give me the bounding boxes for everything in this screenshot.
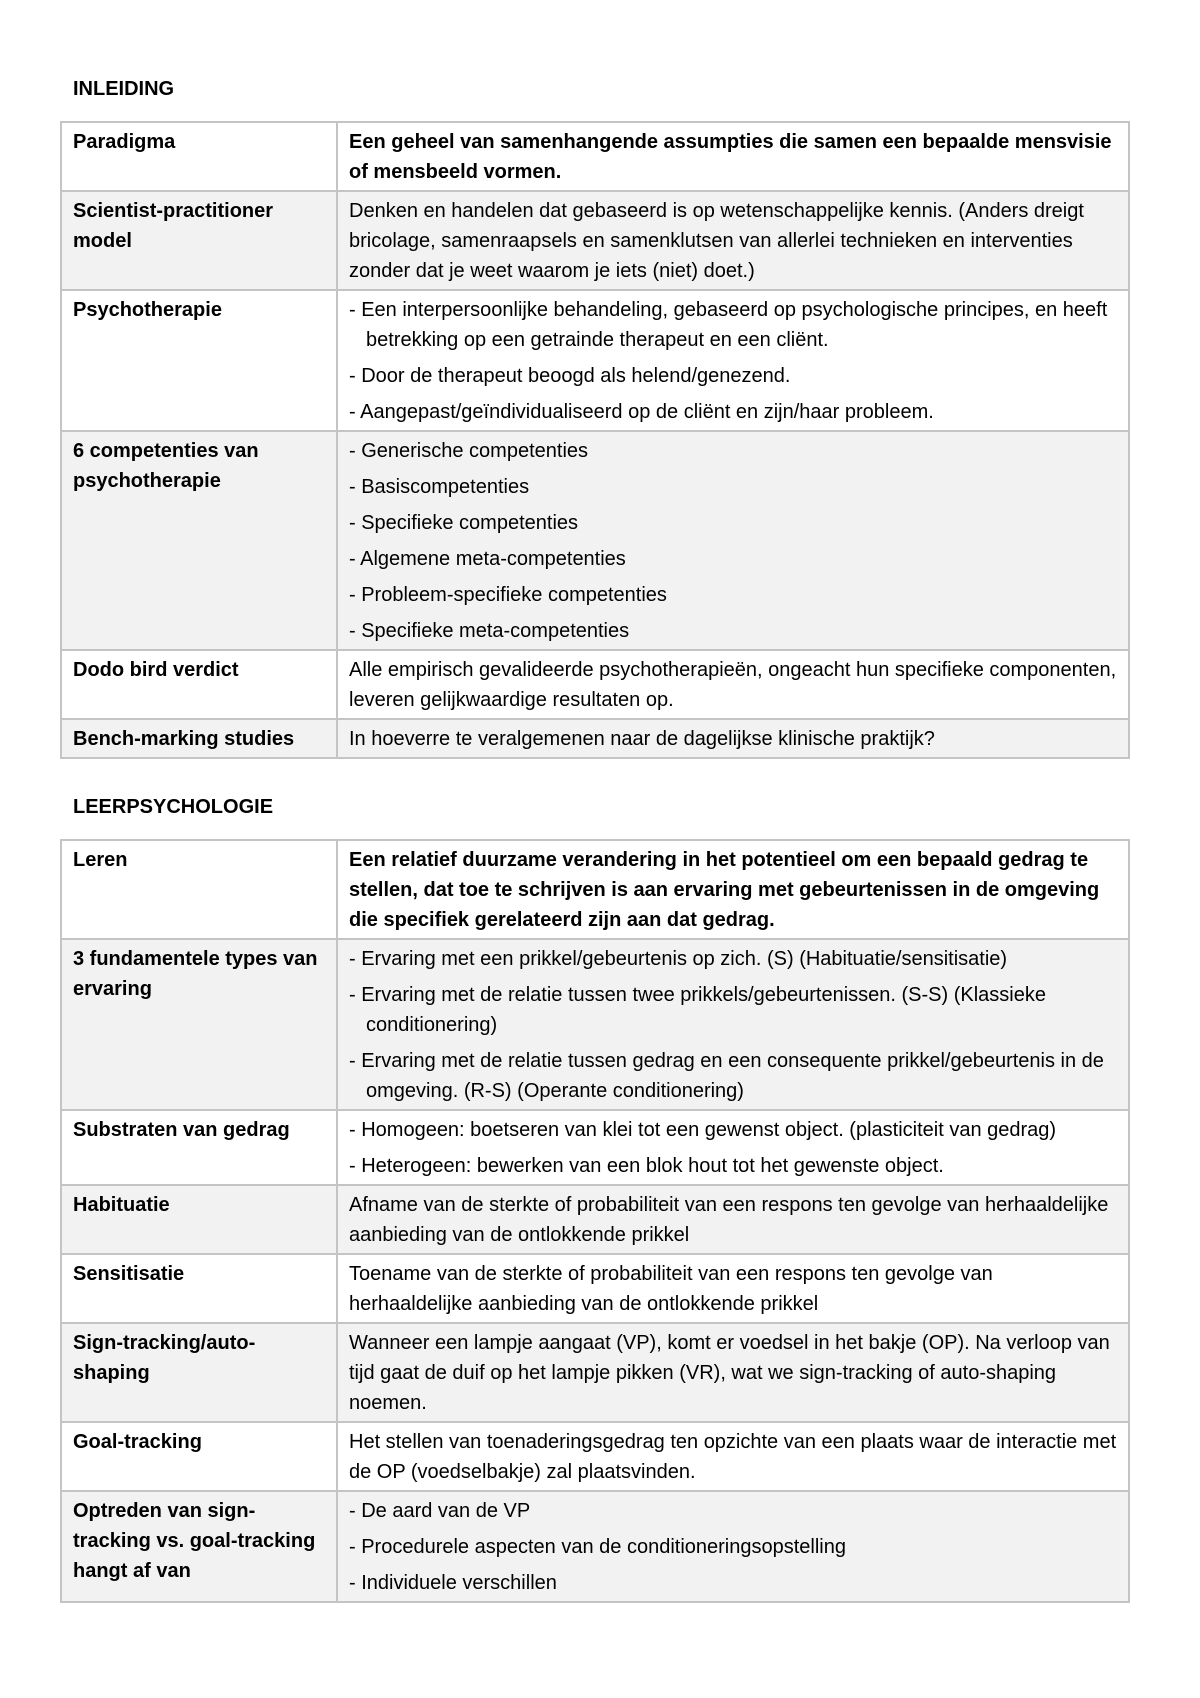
term-cell: 6 competenties van psychotherapie — [61, 431, 337, 650]
bullet-item: - Individuele verschillen — [349, 1572, 557, 1594]
glossary-row — [61, 1491, 1129, 1602]
term-cell: Substraten van gedrag — [61, 1110, 337, 1185]
definition-cell: In hoeverre te veralgemenen naar de dagelijkse klinische praktijk? — [337, 719, 1129, 758]
glossary-row — [61, 939, 1129, 1110]
definition-cell: Het stellen van toenaderingsgedrag ten opzichte van een plaats waar de interactie met de OP (voedselbakje) zal plaatsvinden. — [337, 1422, 1129, 1491]
bullet-item: - Probleem-specifieke competenties — [349, 584, 667, 606]
bullet-item: - Specifieke meta-competenties — [349, 620, 630, 642]
term-cell: Paradigma — [61, 122, 337, 191]
glossary-row — [61, 1323, 1129, 1422]
definition-cell: Wanneer een lampje aangaat (VP), komt er voedsel in het bakje (OP). Na verloop van tijd gaat de duif op het lampje pikken (VR), wat we sign-tracking of auto-shaping noemen. — [337, 1323, 1129, 1422]
bullet-item: - Ervaring met een prikkel/gebeurtenis op zich. (S) (Habituatie/sensitisatie) — [349, 948, 1008, 970]
glossary-row — [61, 840, 1129, 939]
bullet-item: - Basiscompetenties — [349, 476, 530, 498]
term-cell: Bench-marking studies — [61, 719, 337, 758]
definition-cell — [337, 1491, 1129, 1602]
definition-cell: Denken en handelen dat gebaseerd is op wetenschappelijke kennis. (Anders dreigt bricolage, samenraapsels en samenklutsen van allerlei technieken en interventies zonder dat je weet waarom je iets (niet) doet.) — [337, 191, 1129, 290]
bullet-item: - Algemene meta-competenties — [349, 548, 626, 570]
definition-cell — [337, 1110, 1129, 1185]
term-cell: Optreden van sign-tracking vs. goal-tracking hangt af van — [61, 1491, 337, 1602]
definition-cell: Een relatief duurzame verandering in het potentieel om een bepaald gedrag te stellen, dat toe te schrijven is aan ervaring met gebeurtenissen in de omgeving die specifiek gerelateerd zijn aan dat gedrag. — [337, 840, 1129, 939]
glossary-row — [61, 1185, 1129, 1254]
term-cell: Habituatie — [61, 1185, 337, 1254]
section-heading-inleiding: INLEIDING — [73, 78, 175, 100]
definition-cell: Een geheel van samenhangende assumpties die samen een bepaalde mensvisie of mensbeeld vormen. — [337, 122, 1129, 191]
definition-cell: Afname van de sterkte of probabiliteit van een respons ten gevolge van herhaaldelijke aanbieding van de ontlokkende prikkel — [337, 1185, 1129, 1254]
glossary-row — [61, 191, 1129, 290]
bullet-item: - Homogeen: boetseren van klei tot een gewenst object. (plasticiteit van gedrag) — [349, 1119, 1057, 1141]
definition-cell: Toename van de sterkte of probabiliteit van een respons ten gevolge van herhaaldelijke aanbieding van de ontlokkende prikkel — [337, 1254, 1129, 1323]
glossary-table-inleiding — [60, 121, 1130, 759]
definition-cell — [337, 431, 1129, 650]
definition-cell — [337, 939, 1129, 1110]
glossary-row — [61, 290, 1129, 431]
definition-cell: Alle empirisch gevalideerde psychotherapieën, ongeacht hun specifieke componenten, leveren gelijkwaardige resultaten op. — [337, 650, 1129, 719]
term-cell: Scientist-practitioner model — [61, 191, 337, 290]
term-cell: Goal-tracking — [61, 1422, 337, 1491]
glossary-row — [61, 1254, 1129, 1323]
glossary-row — [61, 1110, 1129, 1185]
bullet-item: - Generische competenties — [349, 440, 589, 462]
bullet-item: - Aangepast/geïndividualiseerd op de cliënt en zijn/haar probleem. — [349, 401, 934, 423]
term-cell: Leren — [61, 840, 337, 939]
glossary-row — [61, 650, 1129, 719]
glossary-row — [61, 431, 1129, 650]
definition-cell — [337, 290, 1129, 431]
bullet-item: - Een interpersoonlijke behandeling, gebaseerd op psychologische principes, en heeft betrekking op een getrainde therapeut en een cliënt. — [349, 299, 1108, 351]
bullet-item: - Door de therapeut beoogd als helend/genezend. — [349, 365, 791, 387]
term-cell: Sign-tracking/auto-shaping — [61, 1323, 337, 1422]
term-cell: Dodo bird verdict — [61, 650, 337, 719]
glossary-row — [61, 122, 1129, 191]
bullet-item: - Procedurele aspecten van de conditioneringsopstelling — [349, 1536, 846, 1558]
glossary-row — [61, 719, 1129, 758]
bullet-item: - Ervaring met de relatie tussen gedrag en een consequente prikkel/gebeurtenis in de omgeving. (R-S) (Operante conditionering) — [349, 1050, 1104, 1102]
glossary-table-leerpsychologie — [60, 839, 1130, 1603]
bullet-item: - Ervaring met de relatie tussen twee prikkels/gebeurtenissen. (S-S) (Klassieke conditionering) — [349, 984, 1046, 1036]
bullet-item: - Heterogeen: bewerken van een blok hout tot het gewenste object. — [349, 1155, 944, 1177]
term-cell: Sensitisatie — [61, 1254, 337, 1323]
bullet-item: - Specifieke competenties — [349, 512, 579, 534]
glossary-row — [61, 1422, 1129, 1491]
term-cell: 3 fundamentele types van ervaring — [61, 939, 337, 1110]
bullet-item: - De aard van de VP — [349, 1500, 531, 1522]
term-cell: Psychotherapie — [61, 290, 337, 431]
section-heading-leerpsychologie: LEERPSYCHOLOGIE — [73, 796, 274, 818]
